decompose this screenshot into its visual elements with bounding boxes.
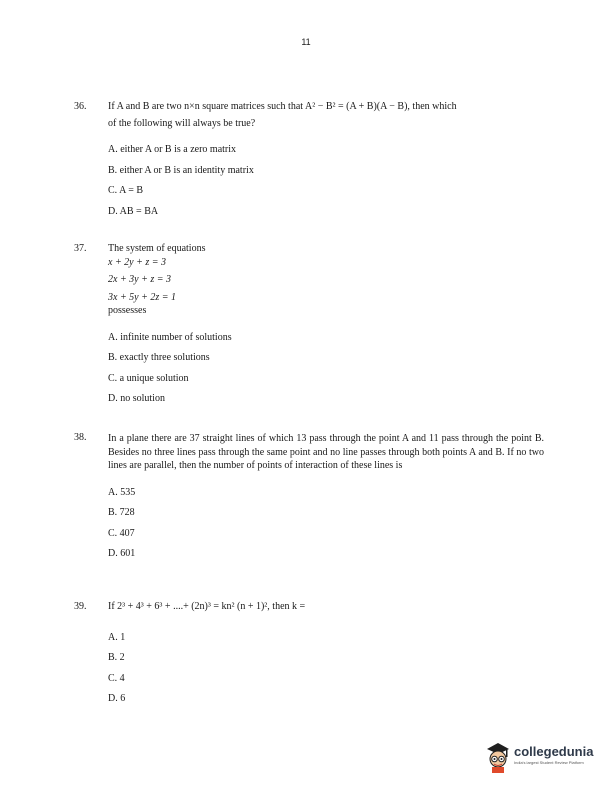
option-a: A. either A or B is a zero matrix [108,144,237,155]
question-number: 36. [74,101,87,112]
question-37 [74,243,544,406]
option-b: B. 728 [108,507,135,518]
option-d: D. AB = BA [108,205,159,217]
page-number: 11 [301,37,311,47]
brand-name: collegedunia [514,744,594,759]
question-stem: If 2³ + 4³ + 6³ + ....+ (2n)³ = kn² (n + 1)², then k = [108,601,306,612]
option-a: A. infinite number of solutions [108,331,232,343]
option-a: A. 1 [108,631,126,643]
option-d: D. 601 [108,548,136,559]
option-c: C. a unique solution [108,372,189,384]
collegedunia-logo [484,738,604,778]
option-b: B. either A or B is an identity matrix [108,164,254,176]
option-a: A. 535 [108,486,136,498]
option-d: D. 6 [108,693,126,704]
question-38 [74,432,544,561]
option-b: B. 2 [108,652,125,663]
equation-3: 3x + 5y + 2z = 1 [108,291,177,303]
equation-1: x + 2y + z = 3 [108,256,167,268]
question-stem: The system of equations [108,243,206,254]
graduate-mascot-icon [484,740,512,774]
question-number: 39. [74,601,87,612]
question-39 [74,601,544,706]
option-c: C. 4 [108,672,125,684]
option-c: C. A = B [108,185,144,196]
option-c: C. 407 [108,527,135,539]
question-stem-end: possesses [108,305,147,316]
option-d: D. no solution [108,393,165,404]
question-stem-continued: of the following will always be true? [108,117,256,129]
brand-tagline: India's largest Student Review Platform [514,760,584,765]
question-number: 37. [74,243,87,254]
question-number: 38. [74,432,87,443]
equation-2: 2x + 3y + z = 3 [108,274,172,285]
question-stem: In a plane there are 37 straight lines of which 13 pass through the point A and 11 pass through the point B. Besides no three lines pass through the same point and no line passes through both points A and B. If no two lines are parallel, then the number of points of interaction of these lines is [108,433,544,471]
question-36 [74,101,544,218]
question-stem: If A and B are two n×n square matrices such that A² − B² = (A + B)(A − B), then which [108,101,457,112]
option-b: B. exactly three solutions [108,352,210,363]
